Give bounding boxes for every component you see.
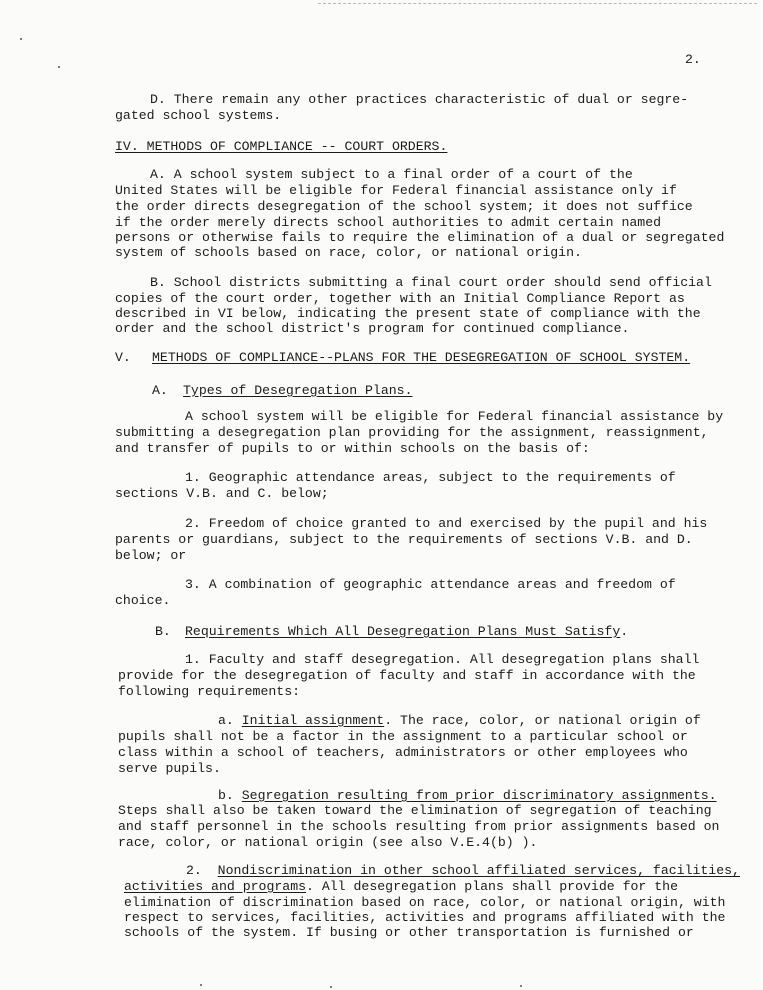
text-line: elimination of discrimination based on race, color, or national origin, with [124,895,726,910]
item-2 [186,863,740,879]
item-a [218,713,701,729]
text-line: race, color, or national origin (see also V.E.4(b) ). [118,835,538,850]
text-line: if the order merely directs school authorities to admit certain named [115,215,662,230]
item-heading-cont: activities and programs [124,879,307,894]
text-line: provide for the desegregation of faculty and staff in accordance with the [118,668,696,683]
text-line: below; or [115,548,187,563]
text-line: serve pupils. [118,761,221,776]
scan-speck [58,66,60,68]
subsection-letter: A. [152,383,168,398]
subsection-heading: Types of Desegregation Plans. [183,383,413,398]
heading-period: . [620,624,629,639]
top-edge-dashes [318,3,757,4]
scan-speck [520,985,522,987]
text-line: following requirements: [118,684,301,699]
text-line: described in VI below, indicating the present state of compliance with the [115,306,701,321]
item-letter: b. [218,788,234,803]
text-line: copies of the court order, together with an Initial Compliance Report as [115,291,685,306]
text-line: submitting a desegregation plan providing for the assignment, reassignment, [115,425,709,440]
item-lead: . The race, color, or national origin of [384,713,701,728]
item-b [218,788,717,804]
text-line: pupils shall not be a factor in the assignment to a particular school or [118,729,688,744]
text-line: Steps shall also be taken toward the elimination of segregation of teaching [118,803,712,818]
item-number: 2. [186,863,202,878]
text-line: persons or otherwise fails to require the elimination of a dual or segregated [115,230,725,245]
item-heading: Segregation resulting from prior discriminatory assignments. [241,788,717,803]
text-line: class within a school of teachers, administrators or other employees who [118,745,688,760]
text-line: respect to services, facilities, activities and programs affiliated with the [124,910,726,925]
scan-speck [20,38,22,40]
text-line: order and the school district's program for continued compliance. [115,321,630,336]
item-heading: Nondiscrimination in other school affiliated services, facilities, [217,863,740,878]
text-line [124,879,678,895]
text-line: gated school systems. [115,108,282,123]
subsection-heading-text: Requirements Which All Desegregation Plans Must Satisfy [185,624,621,639]
section-heading-v: METHODS OF COMPLIANCE--PLANS FOR THE DESEGREGATION OF SCHOOL SYSTEM. [152,350,691,365]
item-heading: Initial assignment [241,713,385,728]
text-line: 2. Freedom of choice granted to and exercised by the pupil and his [185,516,708,531]
text-line: 3. A combination of geographic attendance areas and freedom of [185,577,676,592]
text-line: B. School districts submitting a final court order should send official [150,275,712,290]
text-line: parents or guardians, subject to the requirements of sections V.B. and D. [115,532,693,547]
text-line: 1. Geographic attendance areas, subject to the requirements of [185,470,676,485]
section-heading-iv: IV. METHODS OF COMPLIANCE -- COURT ORDERS. [115,139,448,154]
page-number: 2. [685,52,701,67]
subsection-letter: B. [155,624,171,639]
scan-speck [330,986,332,988]
text-line: United States will be eligible for Federal financial assistance only if [115,183,677,198]
item-letter: a. [218,713,234,728]
section-number-v: V. [115,350,131,365]
text-line: the order directs desegregation of the school system; it does not suffice [115,199,693,214]
text-line: A. A school system subject to a final order of a court of the [150,167,633,182]
text-line: sections V.B. and C. below; [115,486,329,501]
text-line: system of schools based on race, color, or national origin. [115,245,582,260]
text-line: and transfer of pupils to or within schools on the basis of: [115,441,590,456]
scan-speck [200,984,202,986]
text-line: schools of the system. If busing or other transportation is furnished or [124,925,694,940]
text-line: A school system will be eligible for Federal financial assistance by [185,409,724,424]
item-lead: . All desegregation plans shall provide for the [306,879,678,894]
subsection-heading [185,624,628,640]
text-line: and staff personnel in the schools resulting from prior assignments based on [118,819,720,834]
text-line: choice. [115,593,171,608]
text-line: D. There remain any other practices characteristic of dual or segre- [150,92,689,107]
text-line: 1. Faculty and staff desegregation. All desegregation plans shall [185,652,700,667]
